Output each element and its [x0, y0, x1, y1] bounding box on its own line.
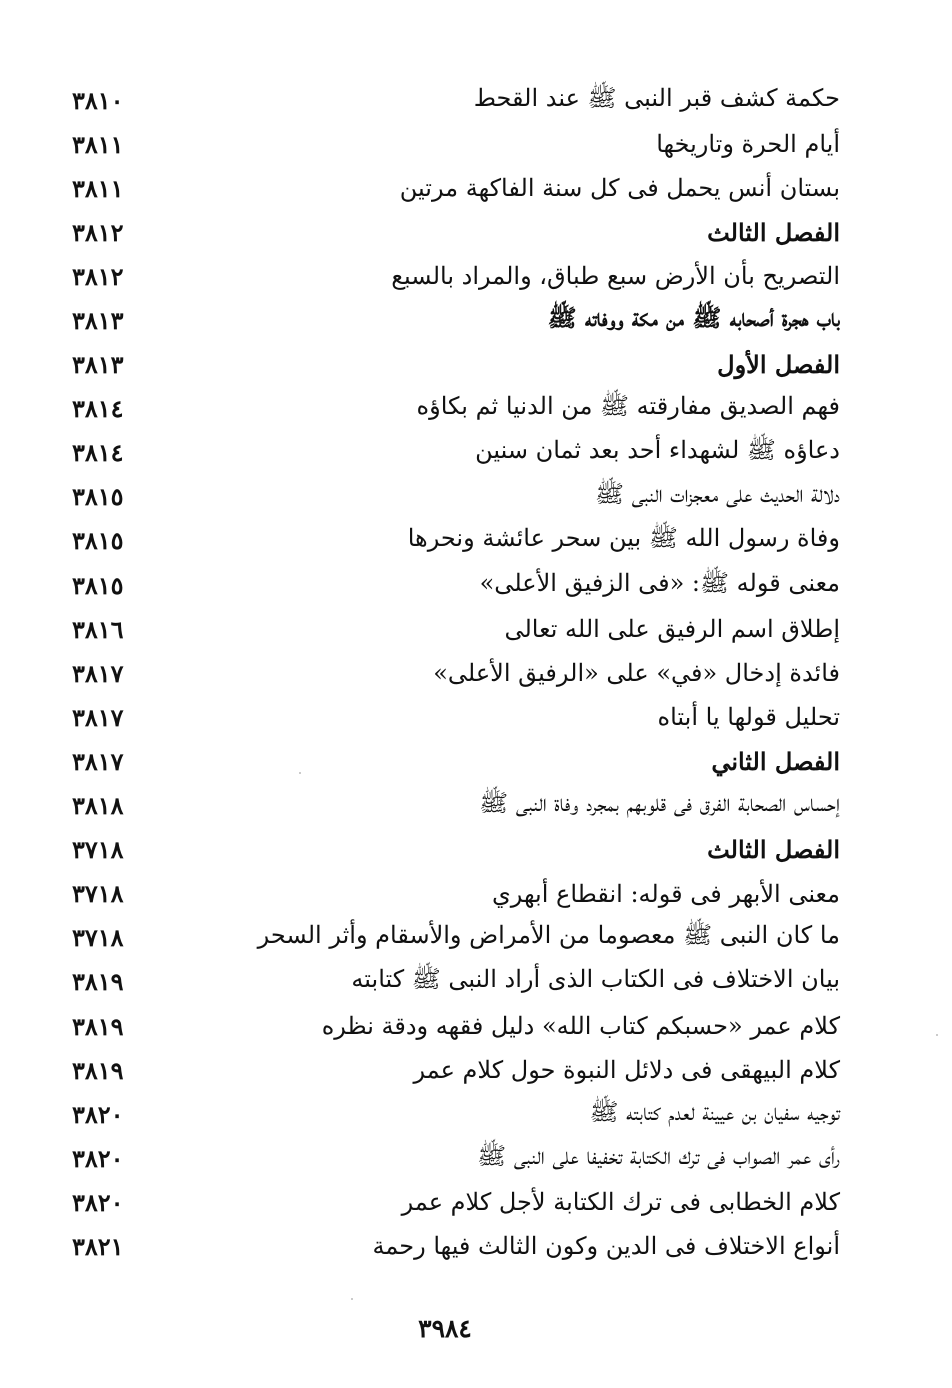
toc-entry	[72, 1004, 840, 1048]
table-of-contents	[72, 78, 840, 1269]
entry-page-number: ٣٨١١	[72, 129, 124, 159]
entry-title: كلام عمر «حسبكم كتاب الله» دليل فقهه ودقة نظره	[321, 1012, 840, 1041]
entry-page-number: ٣٨١٣	[72, 350, 124, 380]
section-heading: باب هجرة أصحابه ﷺ من مكة ووفاته ﷺ	[547, 303, 840, 333]
entry-title: تحليل قولها يا أبتاه	[657, 703, 840, 732]
entry-title: بستان أنس يحمل فى كل سنة الفاكهة مرتين	[399, 174, 840, 203]
entry-title: فهم الصديق مفارقته ﷺ من الدنيا ثم بكاؤه	[416, 392, 840, 421]
toc-entry	[72, 872, 840, 916]
scan-speck	[299, 772, 301, 774]
toc-entry	[72, 475, 840, 519]
toc-entry	[72, 651, 840, 695]
entry-page-number: ٣٨١١	[72, 173, 124, 203]
toc-entry	[72, 916, 840, 960]
entry-page-number: ٣٨٢٠	[72, 1187, 124, 1217]
entry-title: معنى قوله ﷺ: «فى الزفيق الأعلى»	[479, 568, 840, 597]
section-heading: الفصل الثالث	[707, 835, 840, 865]
toc-entry	[72, 519, 840, 563]
entry-title: ما كان النبى ﷺ معصوما من الأمراض والأسقام وأثر السحر	[257, 921, 840, 950]
scan-speck	[351, 1298, 353, 1300]
entry-page-number: ٣٧١٨	[72, 923, 124, 953]
toc-entry	[72, 695, 840, 739]
toc-entry	[72, 563, 840, 607]
entry-page-number: ٣٨١٧	[72, 702, 124, 732]
entry-page-number: ٣٨٢٠	[72, 1143, 124, 1173]
entry-title: كلام الخطابى فى ترك الكتابة لأجل كلام عمر	[401, 1188, 840, 1217]
toc-entry	[72, 343, 840, 387]
entry-page-number: ٣٨١٧	[72, 658, 124, 688]
entry-page-number: ٣٨١٤	[72, 394, 124, 424]
entry-title: حكمة كشف قبر النبى ﷺ عند القحط	[473, 83, 840, 112]
entry-page-number: ٣٨١٦	[72, 614, 124, 644]
entry-page-number: ٣٨١٢	[72, 217, 124, 247]
entry-title: إحساس الصحابة الفرق فى قلوبهم بمجرد وفاة النبى ﷺ	[479, 789, 840, 818]
entry-page-number: ٣٨١٥	[72, 570, 124, 600]
toc-entry	[72, 298, 840, 342]
entry-page-number: ٣٨١٩	[72, 967, 124, 997]
entry-title: أيام الحرة وتاريخها	[656, 130, 840, 159]
section-heading: الفصل الثاني	[711, 746, 840, 776]
toc-entry	[72, 784, 840, 828]
entry-page-number: ٣٨١٩	[72, 1055, 124, 1085]
entry-title: إطلاق اسم الرفيق على الله تعالى	[504, 615, 840, 644]
entry-title: فائدة إدخال «في» على «الرفيق الأعلى»	[433, 659, 840, 688]
entry-title: أنواع الاختلاف فى الدين وكون الثالث فيها رحمة	[372, 1232, 840, 1261]
entry-page-number: ٣٨٢١	[72, 1231, 124, 1261]
entry-page-number: ٣٨١٧	[72, 746, 124, 776]
entry-title: وفاة رسول الله ﷺ بين سحر عائشة ونحرها	[407, 524, 840, 553]
toc-entry	[72, 1224, 840, 1268]
toc-entry	[72, 1136, 840, 1180]
toc-entry	[72, 210, 840, 254]
toc-entry	[72, 1048, 840, 1092]
entry-page-number: ٣٨١٣	[72, 306, 124, 336]
entry-page-number: ٣٧١٨	[72, 879, 124, 909]
entry-page-number: ٣٨١٠	[72, 85, 124, 115]
toc-entry	[72, 739, 840, 783]
entry-page-number: ٣٧١٨	[72, 835, 124, 865]
entry-title: بيان الاختلاف فى الكتاب الذى أراد النبى ﷺ كتابته	[351, 965, 840, 994]
entry-title: التصريح بأن الأرض سبع طباق، والمراد بالسبع	[391, 262, 840, 291]
toc-entry	[72, 431, 840, 475]
entry-page-number: ٣٨١٥	[72, 482, 124, 512]
page-number: ٣٩٨٤	[418, 1314, 472, 1343]
section-heading: الفصل الأول	[717, 350, 840, 380]
entry-page-number: ٣٨١٥	[72, 526, 124, 556]
entry-title: دعاؤه ﷺ لشهداء أحد بعد ثمان سنين	[475, 436, 840, 465]
entry-page-number: ٣٨١٢	[72, 261, 124, 291]
section-heading: الفصل الثالث	[707, 217, 840, 247]
entry-title: دلالة الحديث على معجزات النبى ﷺ	[595, 480, 840, 509]
entry-title: معنى الأبهر فى قوله: انقطاع أبهري	[491, 879, 840, 908]
toc-entry	[72, 387, 840, 431]
toc-entry	[72, 1180, 840, 1224]
toc-entry	[72, 960, 840, 1004]
toc-entry	[72, 607, 840, 651]
toc-entry	[72, 254, 840, 298]
toc-entry	[72, 1092, 840, 1136]
entry-title: رأى عمر الصواب فى ترك الكتابة تخفيفا على النبى ﷺ	[477, 1141, 840, 1170]
entry-title: توجيه سفيان بن عيينة لعدم كتابته ﷺ	[589, 1097, 840, 1126]
scan-speck	[936, 1034, 938, 1036]
toc-entry	[72, 828, 840, 872]
toc-entry	[72, 78, 840, 122]
entry-page-number: ٣٨٢٠	[72, 1099, 124, 1129]
entry-page-number: ٣٨١٨	[72, 791, 124, 821]
entry-page-number: ٣٨١٤	[72, 438, 124, 468]
entry-page-number: ٣٨١٩	[72, 1011, 124, 1041]
toc-entry	[72, 166, 840, 210]
entry-title: كلام البيهقى فى دلائل النبوة حول كلام عمر	[413, 1056, 840, 1085]
toc-entry	[72, 122, 840, 166]
